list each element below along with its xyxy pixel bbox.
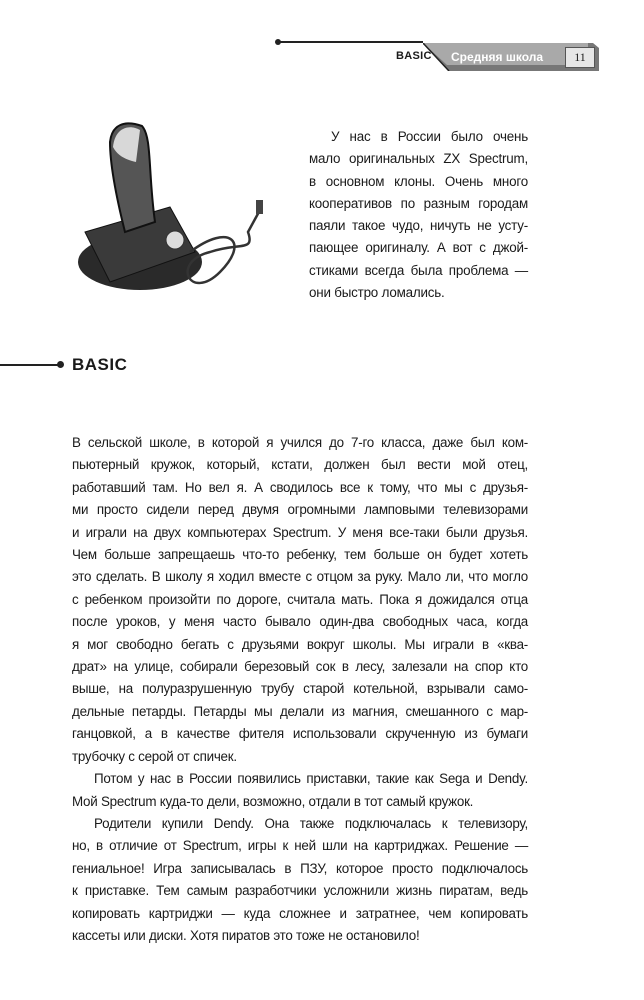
sidebar-line: У нас в России было очень: [331, 129, 528, 144]
sidebar-line: мало оригинальных ZX Spectrum,: [309, 151, 528, 167]
header-rule: [278, 41, 423, 43]
body-line: это сделать. В школу я ходил вместе с отцом за руку. Мало ли, что могло: [72, 569, 528, 585]
sidebar-line: пающее оригиналу. А вот с джой-: [309, 240, 528, 256]
sidebar-line: они быстро ломались.: [309, 285, 445, 301]
body-line: кассеты или диски. Хотя пиратов это тоже не остановило!: [72, 927, 420, 943]
body-text: [72, 432, 528, 947]
body-line: я мог свободно бегать с друзьями вокруг школы. Мы играли в «ква-: [72, 636, 528, 652]
body-line: копировать картриджи — куда сложнее и затратнее, чем копировать: [72, 905, 528, 921]
body-line: трубочку с серой от спичек.: [72, 748, 237, 764]
body-line: ми просто сидели перед двумя огромными ламповыми телевизорами: [72, 502, 528, 518]
body-line: Родители купили Dendy. Она также подключалась к телевизору,: [94, 815, 528, 831]
body-line: драт» на улице, собирали березовый сок в лесу, залезали на спор кто: [72, 659, 528, 675]
section-rule-dot: [57, 361, 64, 368]
sidebar-line: кооперативов по разным городам: [309, 195, 528, 211]
body-line: Чем больше запрещаешь что-то ребенку, тем больше он будет хотеть: [72, 547, 528, 563]
sidebar-line: паяли такое чудо, ничуть не усту-: [309, 218, 528, 234]
body-line: Мой Spectrum куда-то дели, возможно, отдали в тот самый кружок.: [72, 793, 474, 809]
body-line: гениальное! Игра записывалась в ПЗУ, которое просто подключалось: [72, 860, 528, 876]
section-rule: [0, 364, 58, 366]
body-line: но, в отличие от Spectrum, игры к ней шли на картриджах. Решение —: [72, 838, 528, 854]
body-line: выше, на полуразрушенную трубу старой котельной, взрывали само-: [72, 681, 528, 697]
body-line: В сельской школе, в которой я учился до 7-го класса, даже был ком-: [72, 435, 528, 450]
joystick-photo: [70, 112, 300, 302]
body-line: пьютерный кружок, который, кстати, должен был вести мой отец,: [72, 457, 528, 473]
running-head-chapter: Средняя школа: [451, 50, 544, 64]
body-line: с ребенком произойти по дороге, считала мать. Пока я дожидался отца: [72, 591, 528, 607]
body-line: ганцовкой, а в качестве фителя использовали скрученную из бумаги: [72, 726, 528, 742]
body-line: дельные петарды. Петарды мы делали из магния, смешанного с мар-: [72, 703, 528, 719]
body-line: и играли на двух компьютерах Spectrum. У меня все-таки были друзья.: [72, 524, 528, 540]
running-head-section: BASIC: [396, 50, 432, 62]
body-line: работавший там. Но вел я. А сводилось все к тому, что мы с друзья-: [72, 479, 528, 495]
sidebar-note: [309, 126, 528, 304]
body-line: Потом у нас в России появились приставки, такие как Sega и Dendy.: [94, 771, 528, 787]
body-line: к приставке. Тем самым разработчики усложнили жизнь пиратам, ведь: [72, 883, 528, 899]
body-line: после уроков, у меня часто бывало один-два свободных часа, когда: [72, 614, 528, 630]
page-number: 11: [565, 47, 595, 68]
sidebar-line: в основном клоны. Очень много: [309, 173, 528, 189]
section-heading: BASIC: [72, 355, 128, 374]
sidebar-line: стиками всегда была проблема —: [309, 262, 528, 278]
